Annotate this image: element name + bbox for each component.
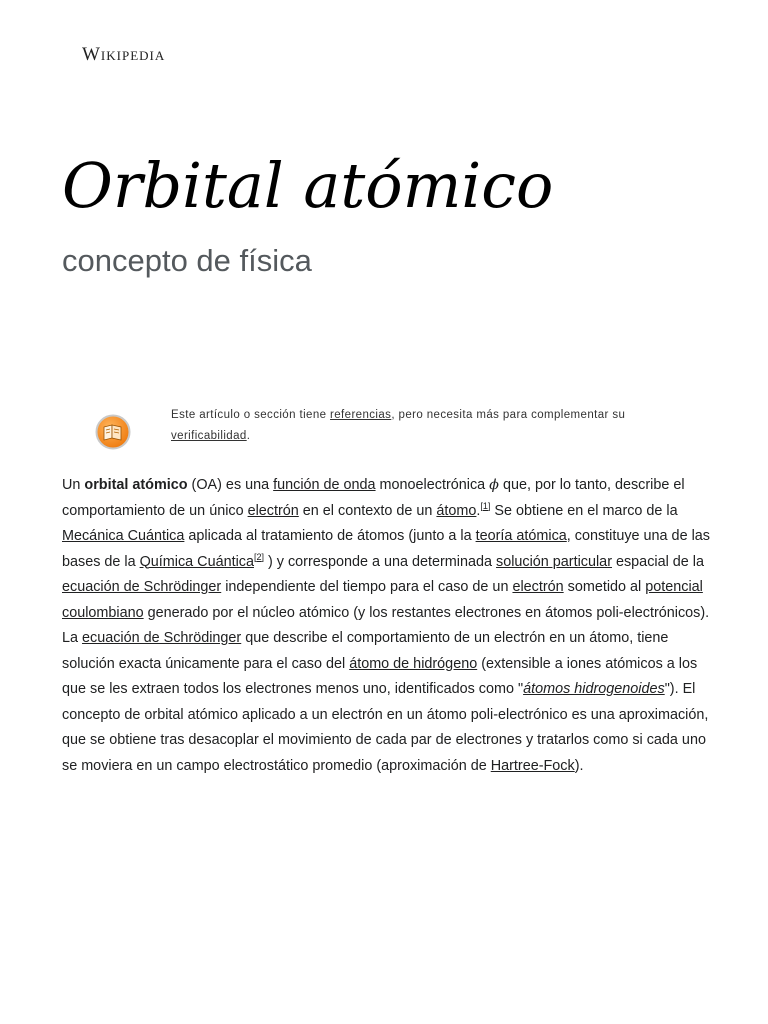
article-paragraph [62, 473, 710, 779]
link-atomos-hidrogenoides[interactable]: átomos hidrogenoides [523, 681, 665, 697]
link-ecuacion-de-schrodinger[interactable]: ecuación de Schrödinger [82, 630, 242, 646]
text: "). El concepto de orbital atómico aplicado a un electrón en un átomo poli-electrónico es una aproximación, que se obtiene tras desacoplar el movimiento de cada par de electrones y tratarlos como si cada uno se moviera en un campo electrostático promedio (aproximación de [62, 681, 709, 774]
text: (extensible a iones atómicos a los que se les extraen todos los electrones menos uno, identificados como " [62, 655, 698, 697]
text: generado por el núcleo atómico (y los restantes electrones en átomos poli-electrónicos). La [62, 604, 710, 646]
page-title: Orbital atómico [62, 149, 554, 222]
link-ecuacion-de-schrodinger[interactable]: ecuación de Schrödinger [62, 579, 222, 595]
notice-text [171, 405, 681, 447]
text: Se obtiene en el marco de la [490, 502, 678, 519]
bold-term: orbital atómico [84, 477, 188, 493]
link-electron[interactable]: electrón [247, 502, 299, 519]
text: , constituye una de las bases de la [62, 528, 710, 570]
text: sometido al [563, 579, 646, 595]
link-solucion-particular[interactable]: solución particular [496, 553, 612, 570]
text: independiente del tiempo para el caso de un [221, 579, 513, 595]
text: que, por lo tanto, describe el comportamiento de un único [62, 477, 685, 519]
phi-symbol: ϕ [489, 477, 499, 493]
link-verificabilidad[interactable]: verificabilidad [171, 430, 247, 442]
link-atomo-de-hidrogeno[interactable]: átomo de hidrógeno [349, 655, 478, 672]
link-hartree-fock[interactable]: Hartree-Fock [490, 757, 575, 774]
page-subtitle: concepto de física [62, 243, 312, 278]
link-funcion-de-onda[interactable]: función de onda [273, 477, 376, 493]
text: en el contexto de un [298, 502, 437, 519]
notice-text-part: , pero necesita más para complementar su [391, 409, 626, 421]
link-quimica-cuantica[interactable]: Química Cuántica [139, 553, 254, 570]
text: aplicada al tratamiento de átomos (junto a la [184, 528, 476, 544]
text: Un [62, 477, 85, 493]
text: espacial de la [611, 553, 704, 570]
wikipedia-wordmark[interactable]: Wikipedia [82, 44, 166, 65]
notice-text-part: Este artículo o sección tiene [171, 409, 331, 421]
reference-1[interactable]: [1] [480, 500, 491, 511]
book-icon [94, 413, 132, 451]
reference-2[interactable]: [2] [253, 551, 264, 562]
link-electron[interactable]: electrón [512, 579, 564, 595]
text: ) y corresponde a una determinada [264, 553, 496, 570]
link-teoria-atomica[interactable]: teoría atómica [475, 528, 567, 544]
link-mecanica-cuantica[interactable]: Mecánica Cuántica [62, 528, 185, 544]
text: monoelectrónica [375, 477, 490, 493]
text: . [476, 502, 481, 519]
notice-text-part: . [246, 430, 251, 442]
text: ). [574, 757, 584, 774]
link-atomo[interactable]: átomo [436, 502, 477, 519]
text: (OA) es una [187, 477, 274, 493]
link-referencias[interactable]: referencias [330, 409, 392, 421]
text: que describe el comportamiento de un electrón en un átomo, tiene solución exacta únicamente para el caso del [62, 630, 669, 672]
link-potencial-coulombiano[interactable]: potencial coulombiano [62, 579, 703, 621]
